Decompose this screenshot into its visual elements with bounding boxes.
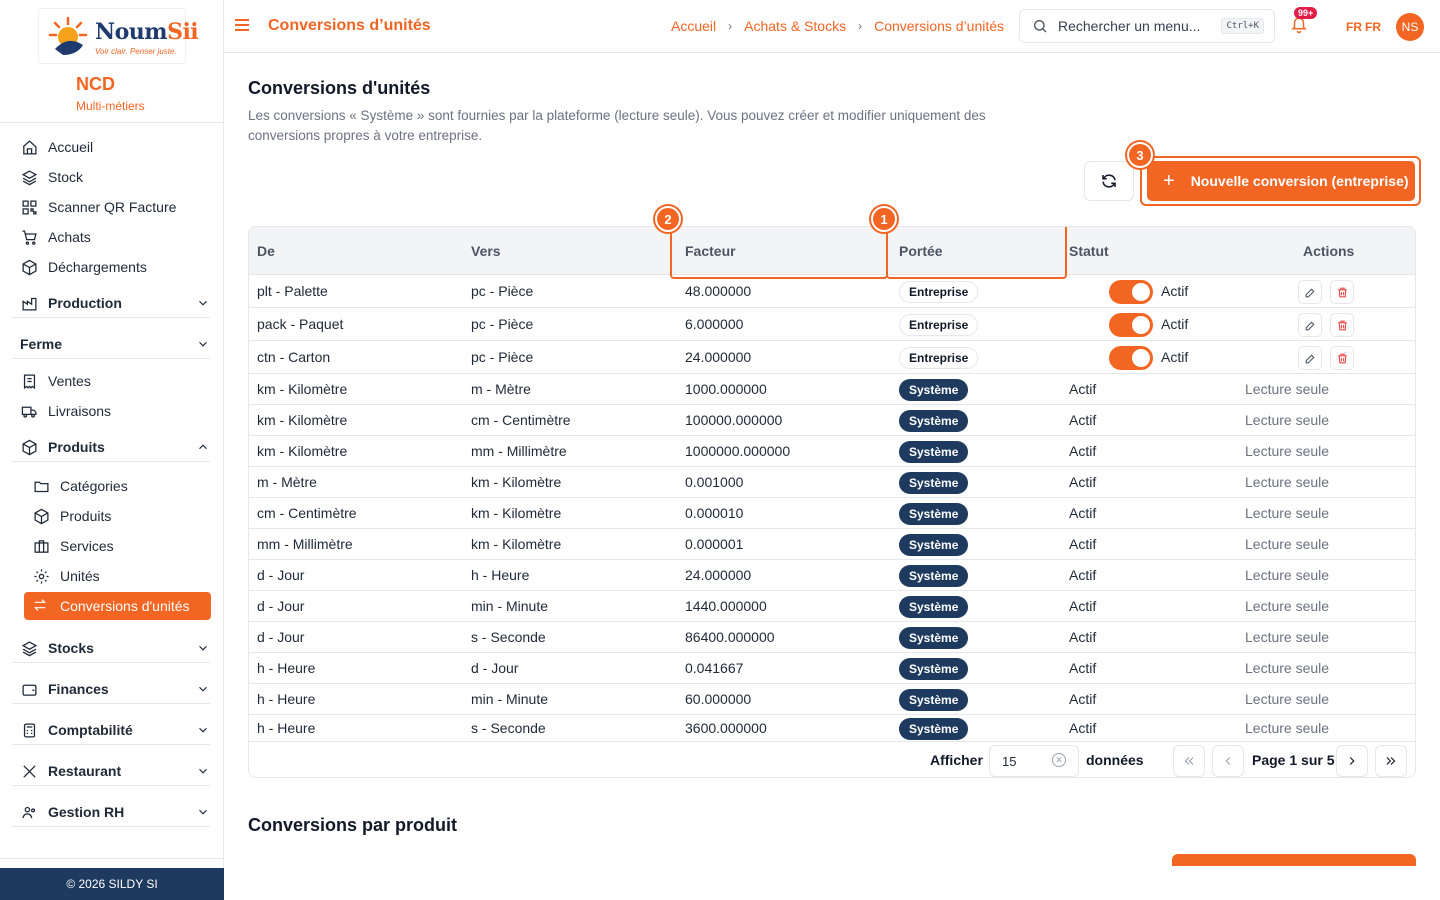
new-conversion-button[interactable]: [1147, 161, 1415, 201]
cell-to: d - Jour: [471, 660, 519, 676]
readonly-label: Lecture seule: [1245, 660, 1330, 676]
sidebar-group-label: Restaurant: [48, 763, 122, 779]
sidebar-group-label: Stocks: [48, 640, 94, 656]
readonly-label: Lecture seule: [1245, 505, 1330, 521]
cell-factor: 0.041667: [685, 660, 744, 676]
sidebar-item-label: Services: [60, 538, 114, 554]
status-label: Actif: [1069, 412, 1097, 428]
cell-to: min - Minute: [471, 691, 549, 707]
cell-factor: 1440.000000: [685, 598, 767, 614]
cell-factor: 48.000000: [685, 283, 752, 299]
cell-factor: 24.000000: [685, 349, 752, 365]
conversions-table: [248, 226, 1416, 778]
status-toggle[interactable]: [1109, 313, 1153, 337]
sidebar-item-achats[interactable]: [20, 225, 210, 249]
layers-icon: [20, 639, 38, 657]
readonly-label: Lecture seule: [1245, 691, 1330, 707]
search-shortcut: Ctrl+K: [1221, 18, 1264, 34]
cell-from: km - Kilomètre: [257, 412, 348, 428]
logo-name-a: Noum: [95, 19, 168, 45]
step-badge-3: 3: [1127, 142, 1153, 168]
table-row: [249, 653, 1416, 684]
cell-factor: 1000000.000000: [685, 443, 791, 459]
chevrons-right-icon: [1384, 754, 1398, 768]
sidebar-item-conversions[interactable]: [24, 592, 211, 620]
cell-to: min - Minute: [471, 598, 549, 614]
scope-badge: Entreprise: [899, 314, 978, 336]
scope-badge: Système: [899, 534, 968, 556]
cell-to: km - Kilomètre: [471, 536, 562, 552]
cell-to: s - Seconde: [471, 629, 546, 645]
sidebar-item-label: Livraisons: [48, 403, 112, 419]
cell-factor: 60.000000: [685, 691, 752, 707]
users-icon: [20, 803, 38, 821]
box-icon: [20, 258, 38, 276]
scope-badge: Système: [899, 565, 968, 587]
wallet-icon: [20, 680, 38, 698]
sidebar-group-comptabilite[interactable]: [20, 718, 210, 742]
cell-factor: 1000.000000: [685, 381, 767, 397]
status-label: Actif: [1161, 349, 1189, 365]
prev-page-button[interactable]: [1212, 745, 1244, 777]
status-label: Actif: [1069, 381, 1097, 397]
table-row: [249, 715, 1416, 742]
status-label: Actif: [1069, 536, 1097, 552]
scope-badge: Système: [899, 689, 968, 711]
page-title: Conversions d'unités: [248, 78, 431, 98]
pencil-icon: [1304, 352, 1317, 365]
status-label: Actif: [1069, 505, 1097, 521]
sidebar-item-label: Achats: [48, 229, 91, 245]
col-vers[interactable]: Vers: [471, 243, 501, 259]
cell-to: km - Kilomètre: [471, 474, 562, 490]
page-size-value: 15: [1002, 753, 1017, 769]
cell-from: plt - Palette: [257, 283, 328, 299]
scope-badge: Système: [899, 441, 968, 463]
sidebar-item-label: Conversions d'unités: [60, 598, 190, 614]
table-row: [249, 341, 1416, 374]
calculator-icon: [20, 721, 38, 739]
chevrons-left-icon: [1182, 754, 1196, 768]
folder-icon: [32, 477, 50, 495]
pencil-icon: [1304, 319, 1317, 332]
cell-from: h - Heure: [257, 660, 316, 676]
sun-logo-icon: [47, 15, 89, 57]
table-row: [249, 405, 1416, 436]
gear-icon: [32, 567, 50, 585]
readonly-label: Lecture seule: [1245, 567, 1330, 583]
cell-from: cm - Centimètre: [257, 505, 357, 521]
first-page-button[interactable]: [1173, 745, 1205, 777]
header-title: Conversions d’unités: [268, 17, 431, 34]
refresh-button[interactable]: [1084, 161, 1134, 201]
sidebar-item-stock[interactable]: [20, 165, 210, 189]
scope-badge: Système: [899, 718, 968, 740]
sidebar-item-label: Déchargements: [48, 259, 147, 275]
bell-icon[interactable]: [1290, 16, 1310, 36]
cell-to: km - Kilomètre: [471, 505, 562, 521]
scope-badge: Système: [899, 503, 968, 525]
table-row: [249, 436, 1416, 467]
search-placeholder: Rechercher un menu...: [1058, 18, 1201, 34]
breadcrumb: [671, 18, 1004, 34]
cell-from: km - Kilomètre: [257, 381, 348, 397]
utensils-icon: [20, 762, 38, 780]
notification-badge: 99+: [1294, 7, 1317, 19]
breadcrumb-achats-stocks[interactable]: Achats & Stocks: [744, 18, 847, 34]
briefcase-icon: [32, 537, 50, 555]
cell-factor: 0.000010: [685, 505, 744, 521]
cell-from: h - Heure: [257, 720, 316, 736]
table-row: [249, 498, 1416, 529]
cell-to: m - Mètre: [471, 381, 531, 397]
chevron-left-icon: [1221, 754, 1235, 768]
new-conversion-label: Nouvelle conversion (entreprise): [1190, 173, 1409, 189]
table-row: [249, 467, 1416, 498]
chevron-down-icon: [196, 296, 210, 310]
readonly-label: Lecture seule: [1245, 381, 1330, 397]
sidebar-group-ferme[interactable]: [20, 332, 210, 356]
sidebar-item-ventes[interactable]: [20, 369, 210, 393]
sidebar-group-production[interactable]: [20, 291, 210, 315]
breadcrumb-accueil[interactable]: Accueil: [671, 18, 717, 34]
status-toggle[interactable]: [1109, 346, 1153, 370]
cart-icon: [20, 228, 38, 246]
org-name: NCD: [76, 74, 115, 94]
sidebar-group-restaurant[interactable]: [20, 759, 210, 783]
cell-to: pc - Pièce: [471, 349, 534, 365]
page-size-select[interactable]: [989, 745, 1079, 777]
sidebar-item-label: Ventes: [48, 373, 91, 389]
production-icon: [20, 294, 38, 312]
clear-icon[interactable]: ✕: [1052, 753, 1066, 767]
plus-icon: +: [1163, 170, 1175, 192]
status-label: Actif: [1069, 474, 1097, 490]
cell-from: m - Mètre: [257, 474, 317, 490]
home-icon: [20, 138, 38, 156]
cell-to: pc - Pièce: [471, 283, 534, 299]
cell-factor: 86400.000000: [685, 629, 775, 645]
top-header: [224, 0, 1440, 53]
cell-from: mm - Millimètre: [257, 536, 353, 552]
menu-icon[interactable]: [234, 17, 250, 33]
scope-badge: Système: [899, 410, 968, 432]
readonly-label: Lecture seule: [1245, 629, 1330, 645]
table-row: [249, 529, 1416, 560]
avatar[interactable]: NS: [1396, 13, 1424, 41]
chevron-down-icon: [196, 723, 210, 737]
table-row: [249, 591, 1416, 622]
logo-name-b: Sii: [167, 19, 199, 45]
table-row: [249, 684, 1416, 715]
cell-from: d - Jour: [257, 629, 305, 645]
chevron-down-icon: [196, 764, 210, 778]
sidebar-item-dechargements[interactable]: [20, 255, 210, 279]
section-title-product-conversions: Conversions par produit: [248, 815, 458, 835]
cell-from: d - Jour: [257, 567, 305, 583]
search-icon: [1032, 18, 1048, 34]
edit-button[interactable]: [1298, 313, 1322, 337]
sidebar: [0, 0, 224, 900]
status-label: Actif: [1161, 316, 1189, 332]
cell-factor: 100000.000000: [685, 412, 783, 428]
sidebar-item-label: Catégories: [60, 478, 128, 494]
sidebar-group-label: Ferme: [20, 336, 63, 352]
cell-factor: 3600.000000: [685, 720, 767, 736]
chevron-down-icon: [196, 641, 210, 655]
status-label: Actif: [1069, 567, 1097, 583]
sidebar-item-accueil[interactable]: [20, 135, 210, 159]
trash-icon: [1336, 352, 1349, 365]
sidebar-item-categories[interactable]: [32, 474, 210, 498]
status-label: Actif: [1069, 660, 1097, 676]
sidebar-group-label: Produits: [48, 439, 105, 455]
sidebar-group-label: Finances: [48, 681, 109, 697]
org-subtitle: Multi-métiers: [76, 99, 145, 113]
edit-button[interactable]: [1298, 346, 1322, 370]
chevron-right-icon: ›: [858, 19, 863, 33]
swap-icon: [32, 597, 50, 615]
highlight-facteur: [670, 226, 888, 279]
page-size-suffix: données: [1086, 752, 1144, 768]
chevron-right-icon: ›: [728, 19, 733, 33]
scope-badge: Système: [899, 596, 968, 618]
page-indicator: Page 1 sur 5: [1252, 752, 1335, 768]
status-toggle[interactable]: [1109, 280, 1153, 304]
status-label: Actif: [1069, 691, 1097, 707]
logo-tagline: Voir clair. Penser juste.: [95, 47, 177, 56]
cell-from: ctn - Carton: [257, 349, 331, 365]
sidebar-item-livraisons[interactable]: [20, 399, 210, 423]
status-label: Actif: [1069, 443, 1097, 459]
search-input[interactable]: [1019, 9, 1275, 43]
language-switch[interactable]: FR: [1365, 20, 1381, 34]
cell-factor: 24.000000: [685, 567, 752, 583]
sidebar-item-label: Scanner QR Facture: [48, 199, 177, 215]
chevron-down-icon: [196, 682, 210, 696]
col-statut[interactable]: Statut: [1069, 243, 1109, 259]
language-flag[interactable]: FR: [1346, 20, 1362, 34]
table-row: [249, 308, 1416, 341]
sidebar-group-stocks[interactable]: [20, 636, 210, 660]
chevron-up-icon: [196, 440, 210, 454]
chevron-right-icon: [1345, 754, 1359, 768]
step-badge-2: 2: [655, 206, 681, 232]
readonly-label: Lecture seule: [1245, 412, 1330, 428]
col-actions: Actions: [1303, 243, 1355, 259]
sidebar-group-finances[interactable]: [20, 677, 210, 701]
readonly-label: Lecture seule: [1245, 720, 1330, 736]
sidebar-item-produits[interactable]: [32, 504, 210, 528]
receipt-icon: [20, 372, 38, 390]
sidebar-group-label: Gestion RH: [48, 804, 125, 820]
highlight-portee: [886, 226, 1067, 279]
delete-button[interactable]: [1330, 280, 1354, 304]
truck-icon: [20, 402, 38, 420]
scope-badge: Système: [899, 658, 968, 680]
scope-badge: Système: [899, 627, 968, 649]
cell-to: h - Heure: [471, 567, 530, 583]
cell-to: pc - Pièce: [471, 316, 534, 332]
sidebar-item-scanner[interactable]: [20, 195, 210, 219]
trash-icon: [1336, 286, 1349, 299]
table-row: [249, 275, 1416, 308]
col-facteur[interactable]: Facteur: [685, 243, 736, 259]
sidebar-item-label: Stock: [48, 169, 84, 185]
col-de[interactable]: De: [257, 243, 275, 259]
sidebar-group-label: Comptabilité: [48, 722, 133, 738]
status-label: Actif: [1161, 283, 1189, 299]
layers-icon: [20, 168, 38, 186]
sidebar-item-label: Unités: [60, 568, 100, 584]
sidebar-footer: © 2026 SILDY SI: [0, 868, 224, 900]
delete-button[interactable]: [1330, 313, 1354, 337]
cell-from: km - Kilomètre: [257, 443, 348, 459]
box-icon: [32, 507, 50, 525]
delete-button[interactable]: [1330, 346, 1354, 370]
status-label: Actif: [1069, 720, 1097, 736]
sidebar-item-label: Accueil: [48, 139, 94, 155]
qr-icon: [20, 198, 38, 216]
sidebar-group-label: Production: [48, 295, 122, 311]
box-icon: [20, 438, 38, 456]
cell-from: pack - Paquet: [257, 316, 344, 332]
sidebar-group-produits[interactable]: [20, 435, 210, 459]
readonly-label: Lecture seule: [1245, 474, 1330, 490]
readonly-label: Lecture seule: [1245, 443, 1330, 459]
status-label: Actif: [1069, 598, 1097, 614]
cell-to: s - Seconde: [471, 720, 546, 736]
table-row: [249, 560, 1416, 591]
cell-to: mm - Millimètre: [471, 443, 567, 459]
cell-from: h - Heure: [257, 691, 316, 707]
cell-factor: 6.000000: [685, 316, 744, 332]
scope-badge: Système: [899, 472, 968, 494]
page-size-label: Afficher: [930, 752, 983, 768]
readonly-label: Lecture seule: [1245, 598, 1330, 614]
sidebar-group-rh[interactable]: [20, 800, 210, 824]
scope-badge: Entreprise: [899, 281, 978, 303]
scope-badge: Système: [899, 379, 968, 401]
next-page-button[interactable]: [1336, 745, 1368, 777]
sidebar-item-unites[interactable]: [32, 564, 210, 588]
refresh-icon: [1100, 172, 1118, 190]
cell-factor: 0.000001: [685, 536, 744, 552]
col-portee[interactable]: Portée: [899, 243, 943, 259]
chevron-down-icon: [196, 805, 210, 819]
page-description: Les conversions « Système » sont fournies par la plateforme (lecture seule). Vous pouvez créer et modifier uniquement des conversions propres à votre entreprise.: [248, 108, 986, 143]
chevron-down-icon: [196, 337, 210, 351]
step-badge-1: 1: [871, 206, 897, 232]
breadcrumb-current: Conversions d’unités: [874, 18, 1005, 34]
pencil-icon: [1304, 286, 1317, 299]
table-row: [249, 374, 1416, 405]
trash-icon: [1336, 319, 1349, 332]
pagination: [249, 742, 1416, 778]
logo[interactable]: [38, 8, 199, 64]
cell-from: d - Jour: [257, 598, 305, 614]
last-page-button[interactable]: [1375, 745, 1407, 777]
table-row: [249, 622, 1416, 653]
status-label: Actif: [1069, 629, 1097, 645]
edit-button[interactable]: [1298, 280, 1322, 304]
readonly-label: Lecture seule: [1245, 536, 1330, 552]
cell-to: cm - Centimètre: [471, 412, 571, 428]
cell-factor: 0.001000: [685, 474, 744, 490]
sidebar-item-label: Produits: [60, 508, 112, 524]
scope-badge: Entreprise: [899, 347, 978, 369]
sidebar-item-services[interactable]: [32, 534, 210, 558]
